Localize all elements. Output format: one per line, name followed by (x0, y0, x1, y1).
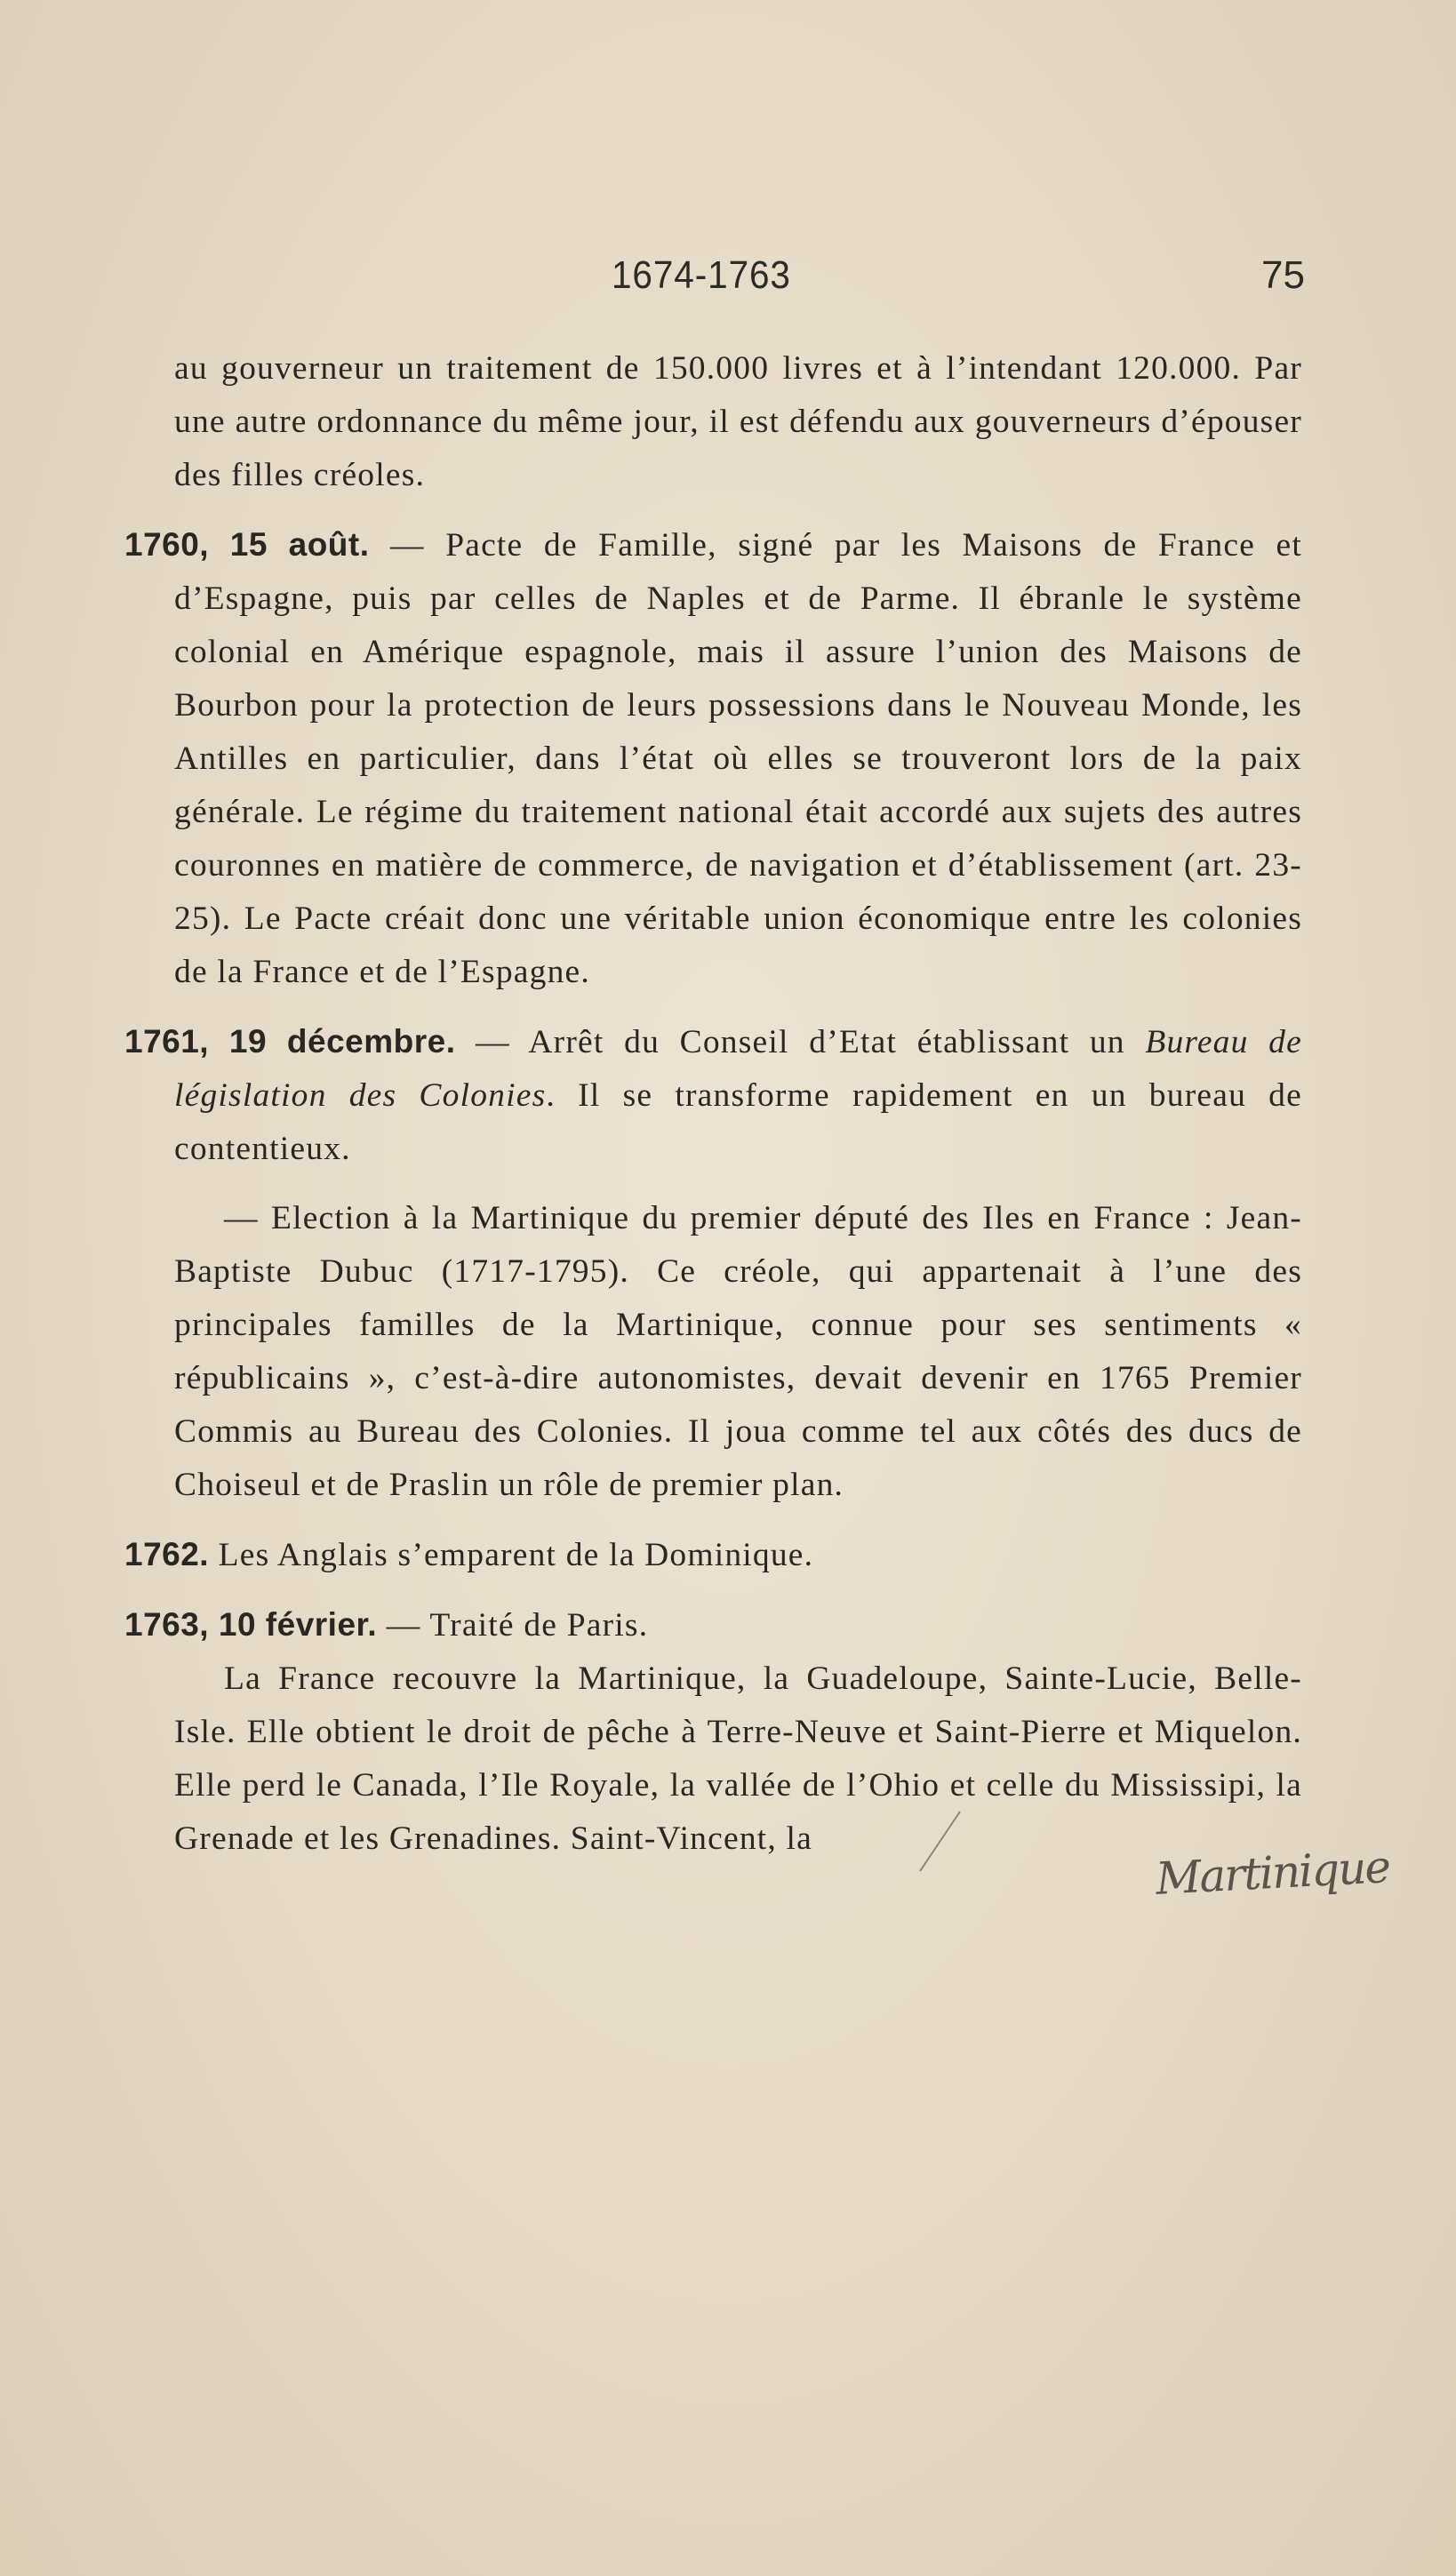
entry-date: 1763, 10 février. (124, 1606, 378, 1643)
body-text (124, 342, 1302, 1866)
entry-text: — Election à la Martinique du premier député des Iles en France : Jean-Baptiste Dubuc (1717-1795). Ce créole, qui appartenait à l’une des principales familles de la Martinique, connue pour ses sentiments « républicains », c’est-à-dire autonomistes, devait devenir en 1765 Premier Commis au Bureau des Colonies. Il joua comme tel aux côtés des ducs de Choiseul et de Praslin un rôle de premier plan. (174, 1200, 1302, 1503)
entry-text: — Traité de Paris. (377, 1607, 649, 1644)
page-header (0, 253, 1456, 307)
entry-treaty-details (124, 1652, 1302, 1866)
paragraph-text: au gouverneur un traitement de 150.000 livres et à l’intendant 120.000. Par une autre ordonnance du même jour, il est défendu aux gouverneurs d’épouser des filles créoles. (174, 350, 1302, 493)
paragraph-continuation (124, 342, 1302, 502)
entry-1761 (124, 1015, 1302, 1176)
entry-election (124, 1192, 1302, 1512)
page-number: 75 (1261, 253, 1305, 297)
entry-date: 1762. (124, 1536, 210, 1572)
entry-text: — Pacte de Famille, signé par les Maisons de France et d’Espagne, puis par celles de Naples et de Parme. Il ébranle le système colonial en Amérique espagnole, mais il assure l’union des Maisons de Bourbon pour la protection de leurs possessions dans le Nouveau Monde, les Antilles en particulier, dans l’état où elles se trouveront lors de la paix générale. Le régime du traitement national était accordé aux sujets des autres couronnes en matière de commerce, de navigation et d’établissement (art. 23-25). Le Pacte créait donc une véritable union économique entre les colonies de la France et de l’Espagne. (174, 527, 1302, 990)
entry-text: Les Anglais s’emparent de la Dominique. (209, 1537, 814, 1573)
entry-1760 (124, 518, 1302, 999)
entry-date: 1761, 19 décembre. (124, 1023, 456, 1060)
entry-date: 1760, 15 août. (124, 526, 370, 563)
entry-text: — Arrêt du Conseil d’Etat établissant un (455, 1024, 1146, 1060)
entry-text: . Il se transforme rapidement en un bureau de contentieux. (174, 1077, 1302, 1167)
entry-text: La France recouvre la Martinique, la Guadeloupe, Sainte-Lucie, Belle-Isle. Elle obtient le droit de pêche à Terre-Neuve et Saint-Pierre et Miquelon. Elle perd le Canada, l’Ile Royale, la vallée de l’Ohio et celle du Mississipi, la Grenade et les Grenadines. Saint-Vincent, la (174, 1660, 1302, 1857)
pencil-mark-icon (916, 1804, 969, 1876)
running-head: 1674-1763 (612, 253, 791, 297)
entry-1763 (124, 1598, 1302, 1652)
entry-italic-title: Bureau de législation des Colonies (174, 1024, 1302, 1114)
handwritten-annotation: Martinique (1154, 1841, 1391, 1905)
entry-1762 (124, 1528, 1302, 1582)
